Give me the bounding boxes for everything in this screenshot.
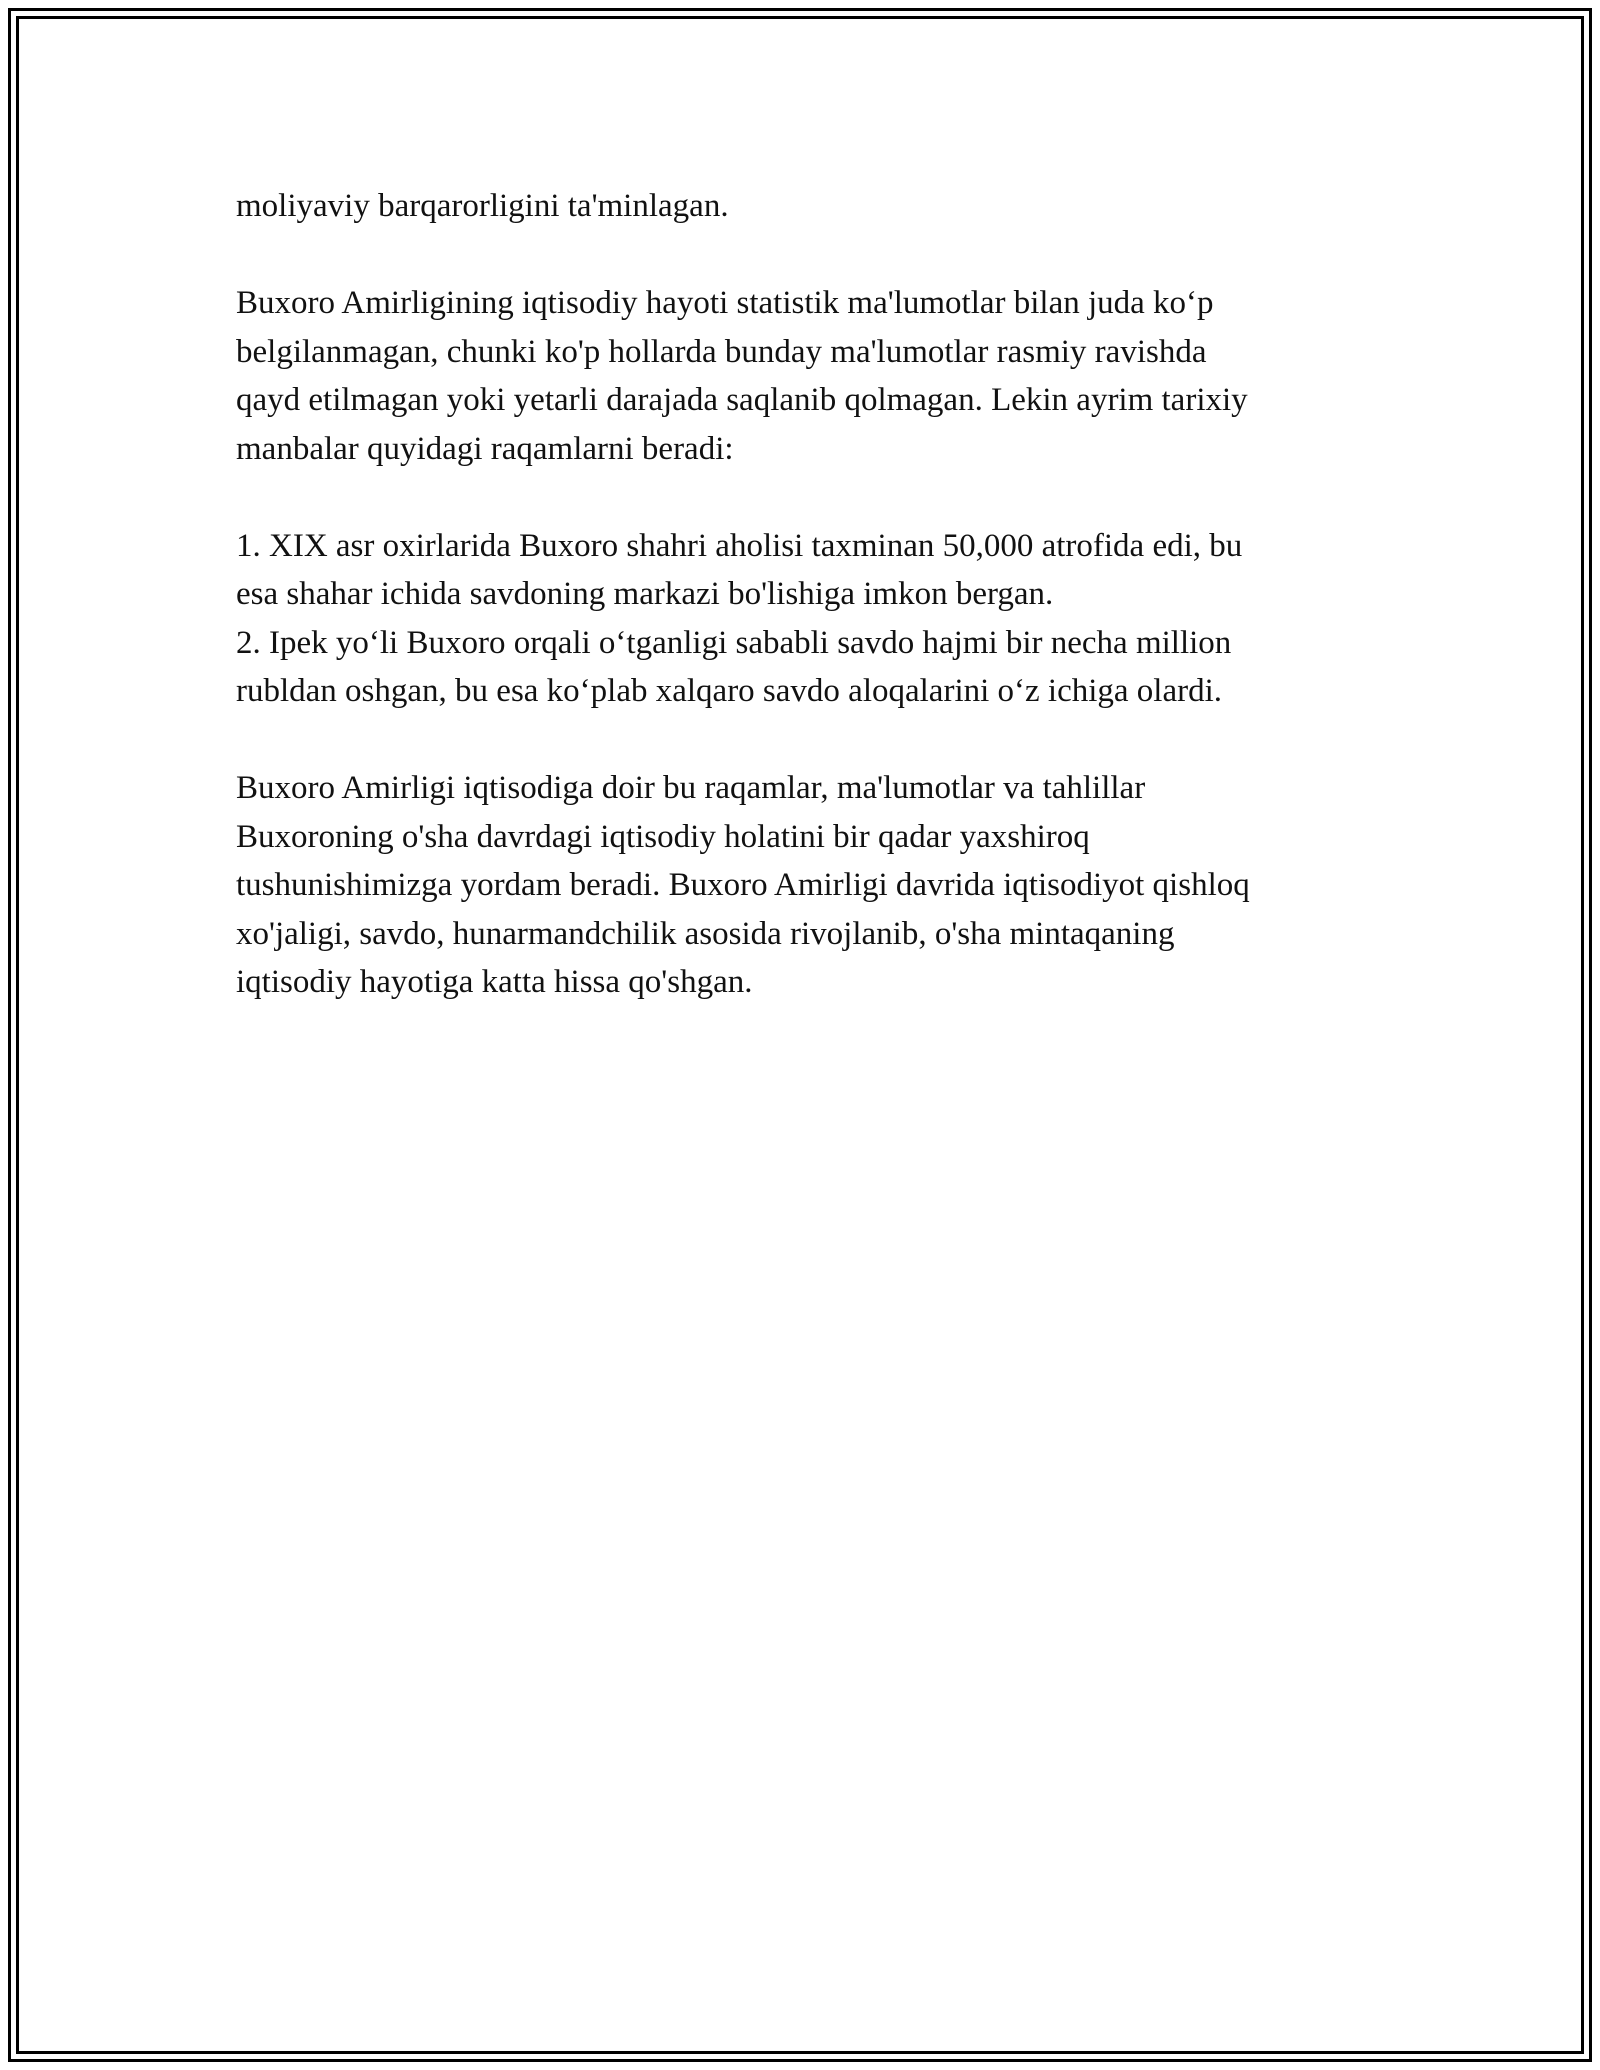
list-item-line: esa shahar ichida savdoning markazi bo'lishiga imkon bergan. <box>236 576 1054 612</box>
text-line: Buxoro Amirligining iqtisodiy hayoti statistik ma'lumotlar bilan juda ko‘p <box>236 285 1214 321</box>
text-line: moliyaviy barqarorligini ta'minlagan. <box>236 188 729 224</box>
text-line: qayd etilmagan yoki yetarli darajada saqlanib qolmagan. Lekin ayrim tarixiy <box>236 382 1248 418</box>
text-line: Buxoro Amirligi iqtisodiga doir bu raqamlar, ma'lumotlar va tahlillar <box>236 770 1146 806</box>
paragraph-conclusion <box>236 764 1376 1007</box>
text-line: Buxoroning o'sha davrdagi iqtisodiy holatini bir qadar yaxshiroq <box>236 818 1090 855</box>
paragraph-numbered-list <box>236 522 1376 716</box>
list-item-line: 1. XIX asr oxirlarida Buxoro shahri aholisi taxminan 50,000 atrofida edi, bu <box>236 527 1243 564</box>
text-line: belgilanmagan, chunki ko'p hollarda bunday ma'lumotlar rasmiy ravishda <box>236 333 1207 370</box>
document-body <box>236 182 1376 1055</box>
text-line: xo'jaligi, savdo, hunarmandchilik asosida rivojlanib, o'sha mintaqaning <box>236 915 1175 952</box>
paragraph-statistics-intro <box>236 279 1376 473</box>
text-line: iqtisodiy hayotiga katta hissa qo'shgan. <box>236 964 753 1000</box>
list-item-line: 2. Ipek yo‘li Buxoro orqali o‘tganligi sababli savdo hajmi bir necha million <box>236 624 1232 661</box>
paragraph-continuation <box>236 182 1376 231</box>
list-item-line: rubldan oshgan, bu esa ko‘plab xalqaro savdo aloqalarini o‘z ichiga olardi. <box>236 673 1223 709</box>
text-line: manbalar quyidagi raqamlarni beradi: <box>236 430 734 467</box>
text-line: tushunishimizga yordam beradi. Buxoro Amirligi davrida iqtisodiyot qishloq <box>236 867 1250 903</box>
